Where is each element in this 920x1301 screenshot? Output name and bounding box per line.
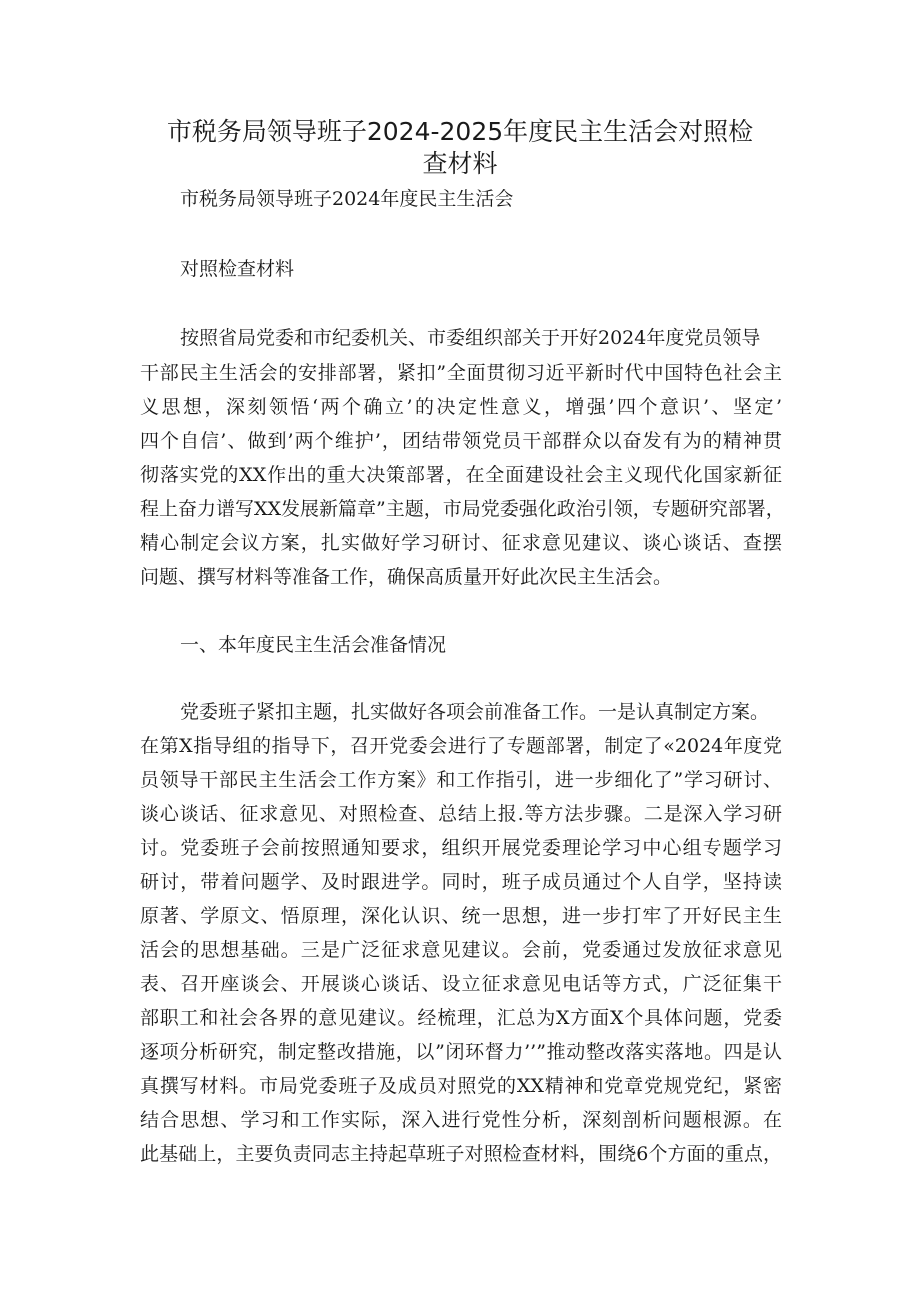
paragraph-2-line: 此基础上，主要负责同志主持起草班子对照检查材料，围绕6个方面的重点， [140, 1143, 782, 1165]
paragraph-1-line: 问题、撰写材料等准备工作，确保高质量开好此次民主生活会。 [140, 566, 673, 588]
paragraph-2-line: 在第X指导组的指导下，召开党委会进行了专题部署，制定了«2024年度党 [140, 735, 782, 757]
paragraph-2-line: 逐项分析研究，制定整改措施，以”闭环督力’’”推动整改落实落地。四是认 [140, 1041, 782, 1063]
paragraph-1-line: 精心制定会议方案，扎实做好学习研讨、征求意见建议、谈心谈话、查摆 [140, 532, 782, 554]
paragraph-1-line: 四个自信’、做到’两个维护’，团结带领党员干部群众以奋发有为的精神贯 [140, 430, 782, 452]
paragraph-2-line: 部职工和社会各界的意见建议。经梳理，汇总为X方面X个具体问题，党委 [140, 1007, 782, 1029]
paragraph-2-line: 结合思想、学习和工作实际，深入进行党性分析，深刻剖析问题根源。在 [140, 1109, 782, 1131]
paragraph-1-line: 干部民主生活会的安排部署，紧扣”全面贯彻习近平新时代中国特色社会主 [140, 362, 782, 384]
paragraph-2-line: 原著、学原文、悟原理，深化认识、统一思想，进一步打牢了开好民主生 [140, 905, 782, 927]
document-title-line-2: 查材料 [422, 149, 498, 178]
paragraph-2-line: 活会的思想基础。三是广泛征求意见建议。会前，党委通过发放征求意见 [140, 939, 782, 961]
document-title-line-1: 市税务局领导班子2024-2025年度民主生活会对照检 [166, 117, 754, 146]
paragraph-2-line: 真撰写材料。市局党委班子及成员对照党的XX精神和党章党规党纪，紧密 [140, 1075, 782, 1097]
paragraph-2-line: 员领导干部民主生活会工作方案》和工作指引，进一步细化了”学习研讨、 [140, 769, 782, 791]
subtitle: 市税务局领导班子2024年度民主生活会 [180, 188, 514, 210]
paragraph-1-line: 彻落实党的XX作出的重大决策部署，在全面建设社会主义现代化国家新征 [140, 464, 782, 486]
subtitle-2: 对照检查材料 [180, 258, 295, 280]
paragraph-2-line: 表、召开座谈会、开展谈心谈话、设立征求意见电话等方式，广泛征集干 [140, 973, 782, 995]
paragraph-2-line: 研讨，带着问题学、及时跟进学。同时，班子成员通过个人自学，坚持读 [140, 871, 782, 893]
paragraph-1-line: 按照省局党委和市纪委机关、市委组织部关于开好2024年度党员领导 [180, 327, 761, 349]
paragraph-2-line: 党委班子紧扣主题，扎实做好各项会前准备工作。一是认真制定方案。 [180, 701, 770, 723]
paragraph-2-line: 讨。党委班子会前按照通知要求，组织开展党委理论学习中心组专题学习 [140, 837, 782, 859]
section-heading-1: 一、本年度民主生活会准备情况 [180, 634, 447, 656]
paragraph-1-line: 义思想，深刻领悟‘两个确立’的决定性意义，增强’四个意识’、坚定’ [140, 396, 782, 418]
paragraph-2-line: 谈心谈话、征求意见、对照检查、总结上报.等方法步骤。二是深入学习研 [140, 803, 782, 825]
paragraph-1-line: 程上奋力谱写XX发展新篇章”主题，市局党委强化政治引领，专题研究部署， [140, 498, 785, 520]
